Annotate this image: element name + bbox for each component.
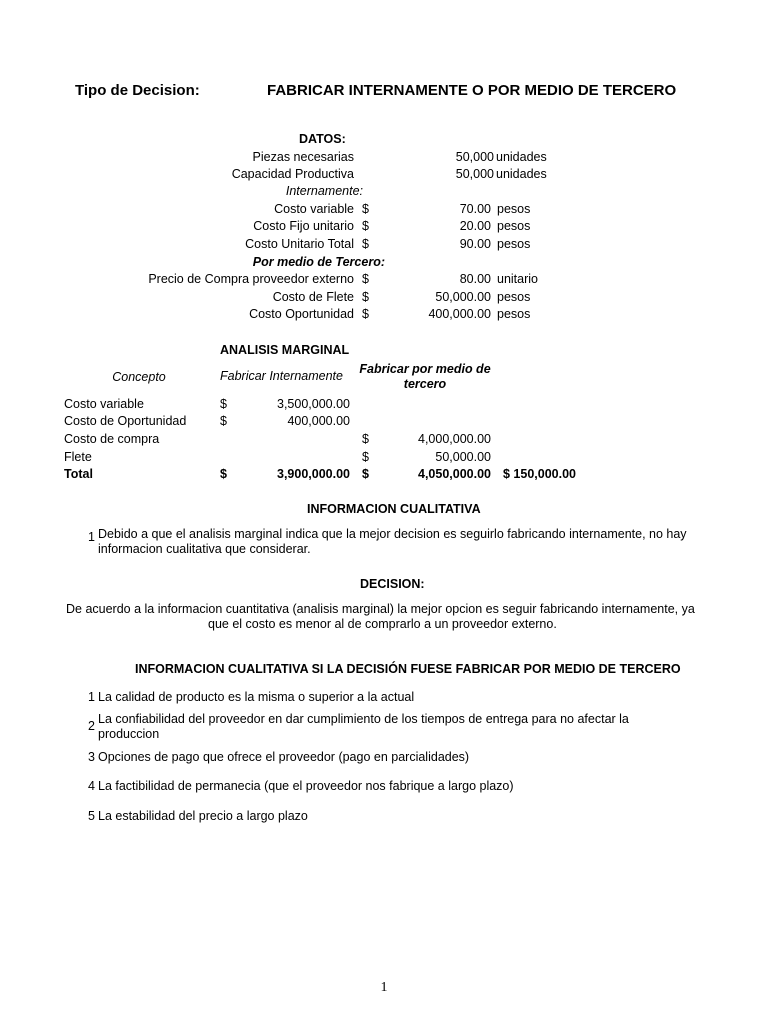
cualitativa-text-line2: informacion cualitativa que considerar. <box>98 542 311 556</box>
costo-fijo-unit: pesos <box>497 219 531 233</box>
row-interno-currency: $ <box>220 414 227 428</box>
datos-heading: DATOS: <box>299 132 346 146</box>
capacidad-label: Capacidad Productiva <box>231 167 354 181</box>
row-concepto: Costo de Oportunidad <box>64 414 187 428</box>
costo-fijo-currency: $ <box>362 219 369 233</box>
page-number: 1 <box>380 980 388 995</box>
list-item-number: 3 <box>88 750 95 764</box>
total-concepto: Total <box>64 467 93 481</box>
precio-compra-label: Precio de Compra proveedor externo <box>148 272 354 286</box>
precio-compra-value: 80.00 <box>459 272 491 286</box>
costo-flete-currency: $ <box>362 290 369 304</box>
costo-total-label: Costo Unitario Total <box>245 237 354 251</box>
costo-flete-label: Costo de Flete <box>272 290 354 304</box>
costo-flete-value: 50,000.00 <box>435 290 491 304</box>
list-item-text: La estabilidad del precio a largo plazo <box>98 809 308 823</box>
row-concepto: Flete <box>64 450 92 464</box>
decision-title: FABRICAR INTERNAMENTE O POR MEDIO DE TERCERO <box>267 82 677 99</box>
costo-variable-value: 70.00 <box>459 202 491 216</box>
costo-total-unit: pesos <box>497 237 531 251</box>
row-interno-currency: $ <box>220 397 227 411</box>
list-item-number: 4 <box>88 779 95 793</box>
internamente-heading: Internamente: <box>285 184 363 198</box>
piezas-value: 50,000 <box>455 150 494 164</box>
cualitativa-text-line1: Debido a que el analisis marginal indica que la mejor decision es seguirlo fabricando internamente, no hay <box>98 527 687 541</box>
tercero-heading: Por medio de Tercero: <box>252 255 385 269</box>
total-interno-currency: $ <box>220 467 227 481</box>
costo-oportunidad-label: Costo Oportunidad <box>249 307 354 321</box>
row-tercero-value: 4,000,000.00 <box>418 432 491 446</box>
list-item-text: Opciones de pago que ofrece el proveedor (pago en parcialidades) <box>98 750 470 764</box>
decision-heading: DECISION: <box>360 577 425 591</box>
costo-total-value: 90.00 <box>459 237 491 251</box>
decision-text-line1: De acuerdo a la informacion cuantitativa (analisis marginal) la mejor opcion es seguir fabricando internamente, ya <box>66 602 695 616</box>
row-concepto: Costo variable <box>64 397 144 411</box>
row-interno-value: 400,000.00 <box>287 414 350 428</box>
costo-flete-unit: pesos <box>497 290 531 304</box>
row-interno-value: 3,500,000.00 <box>277 397 350 411</box>
list-item-text: La factibilidad de permanecia (que el proveedor nos fabrique a largo plazo) <box>98 779 514 793</box>
col-header-concepto: Concepto <box>112 370 166 384</box>
total-tercero-currency: $ <box>362 467 369 481</box>
capacidad-value: 50,000 <box>455 167 494 181</box>
piezas-label: Piezas necesarias <box>252 150 354 164</box>
total-interno-value: 3,900,000.00 <box>277 467 350 481</box>
col-header-interno: Fabricar Internamente <box>220 369 343 383</box>
col-header-tercero-line2: tercero <box>403 377 447 391</box>
costo-oportunidad-unit: pesos <box>497 307 531 321</box>
costo-oportunidad-currency: $ <box>362 307 369 321</box>
capacidad-unit: unidades <box>496 167 547 181</box>
decision-text-line2: que el costo es menor al de comprarlo a un proveedor externo. <box>208 617 557 631</box>
costo-oportunidad-value: 400,000.00 <box>428 307 491 321</box>
list-item-text: La calidad de producto es la misma o superior a la actual <box>98 690 415 704</box>
row-tercero-currency: $ <box>362 432 369 446</box>
col-header-tercero-line1: Fabricar por medio de <box>359 362 491 376</box>
analisis-heading: ANALISIS MARGINAL <box>220 343 350 357</box>
total-difference: $ 150,000.00 <box>503 467 576 481</box>
list-item-number: 5 <box>88 809 95 823</box>
row-concepto: Costo de compra <box>64 432 160 446</box>
costo-variable-currency: $ <box>362 202 369 216</box>
row-tercero-currency: $ <box>362 450 369 464</box>
list-item-text-line2: produccion <box>98 727 160 741</box>
cualitativa-heading: INFORMACION CUALITATIVA <box>307 502 481 516</box>
costo-total-currency: $ <box>362 237 369 251</box>
list-item-number: 2 <box>88 719 95 733</box>
precio-compra-currency: $ <box>362 272 369 286</box>
costo-variable-unit: pesos <box>497 202 531 216</box>
precio-compra-unit: unitario <box>497 272 538 286</box>
list-item-number: 1 <box>88 690 95 704</box>
list-item-text: La confiabilidad del proveedor en dar cumplimiento de los tiempos de entrega para no afectar la <box>98 712 629 726</box>
total-tercero-value: 4,050,000.00 <box>418 467 491 481</box>
cualitativa-tercero-heading: INFORMACION CUALITATIVA SI LA DECISIÓN FUESE FABRICAR POR MEDIO DE TERCERO <box>135 662 681 676</box>
row-tercero-value: 50,000.00 <box>435 450 491 464</box>
costo-fijo-label: Costo Fijo unitario <box>253 219 354 233</box>
decision-type-label: Tipo de Decision: <box>75 82 200 99</box>
costo-fijo-value: 20.00 <box>459 219 491 233</box>
cualitativa-item-number: 1 <box>88 530 95 544</box>
costo-variable-label: Costo variable <box>274 202 354 216</box>
piezas-unit: unidades <box>496 150 547 164</box>
